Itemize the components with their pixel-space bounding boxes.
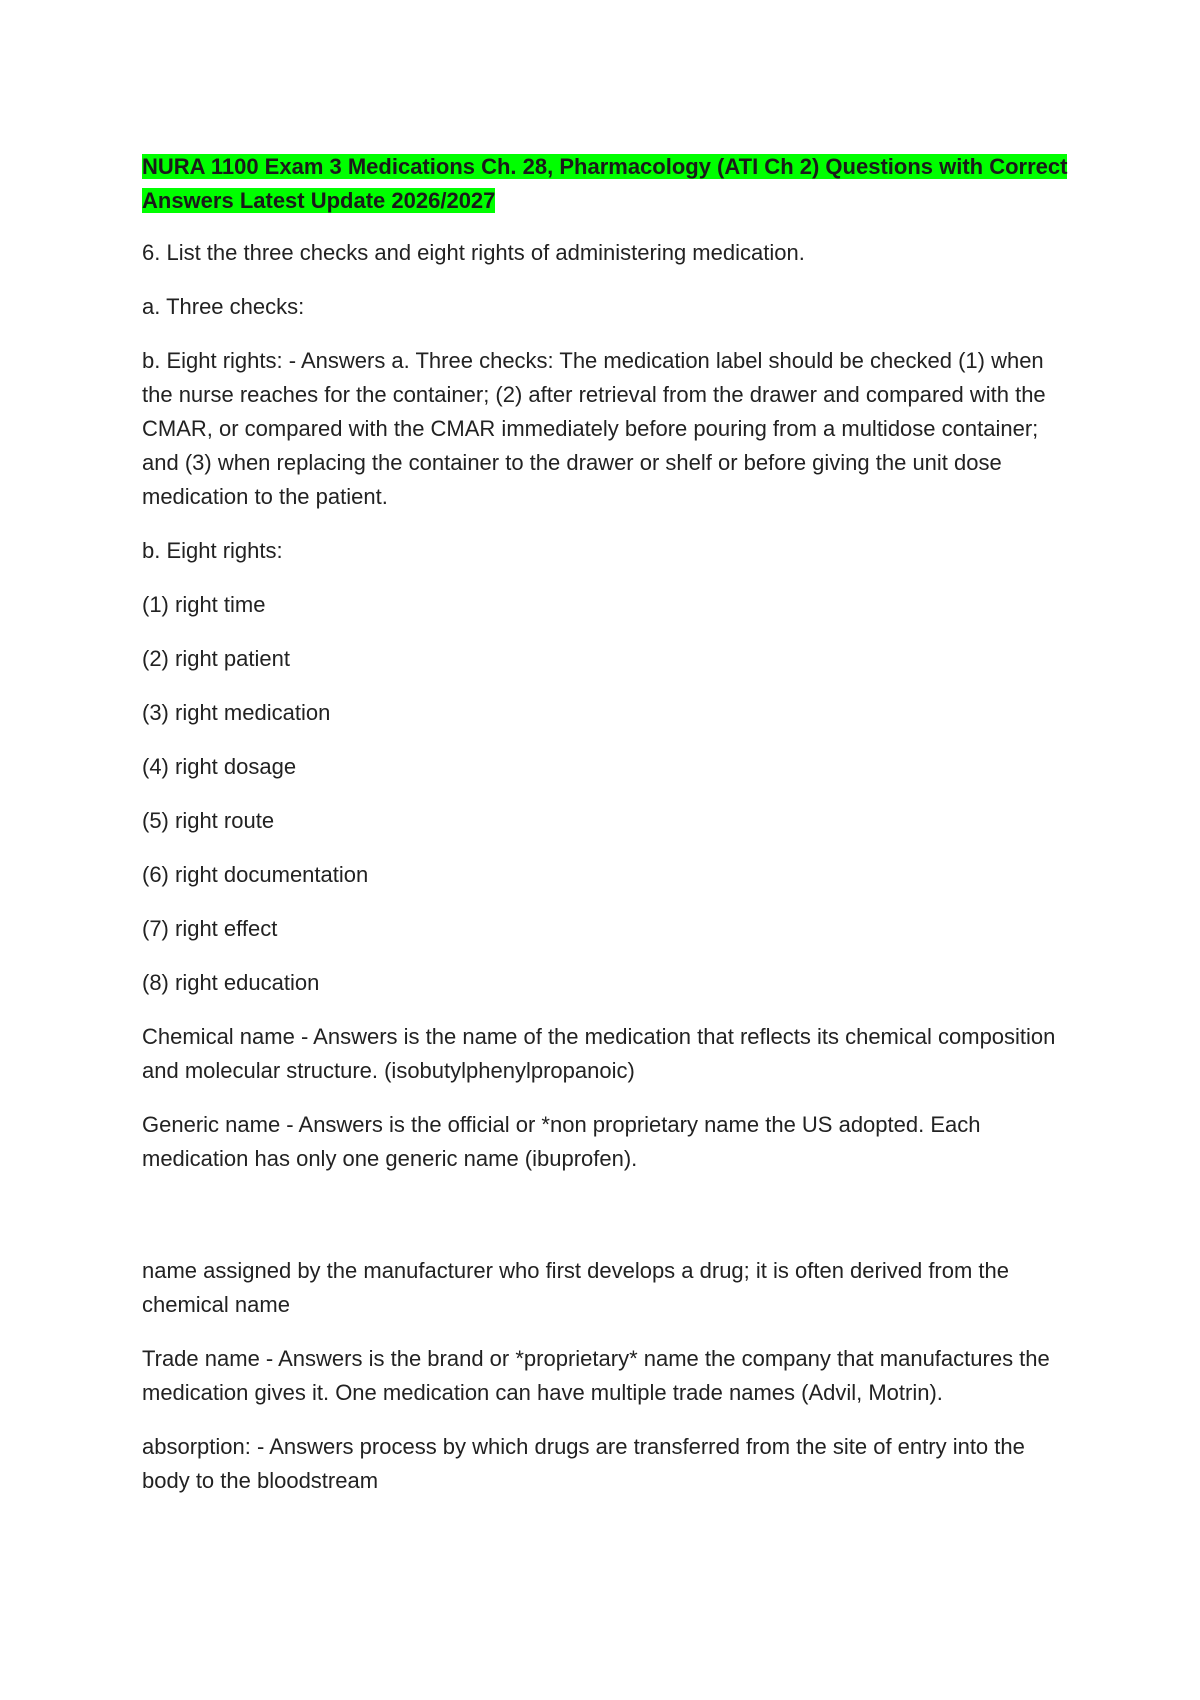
list-item: (4) right dosage — [142, 754, 297, 779]
generic-name-definition: Generic name - Answers is the official or *non proprietary name the US adopted. Each medication has only one generic name (ibuprofen). — [142, 1112, 981, 1171]
document-body — [142, 150, 1072, 1518]
question-text: 6. List the three checks and eight rights of administering medication. — [142, 240, 805, 265]
manufacturer-name-definition: name assigned by the manufacturer who first develops a drug; it is often derived from the chemical name — [142, 1258, 1010, 1317]
part-b-label: b. Eight rights: — [142, 538, 283, 563]
list-item: (8) right education — [142, 970, 320, 995]
trade-name-definition: Trade name - Answers is the brand or *proprietary* name the company that manufactures the medication gives it. One medication can have multiple trade names (Advil, Motrin). — [142, 1346, 1050, 1405]
absorption-definition: absorption: - Answers process by which drugs are transferred from the site of entry into the body to the bloodstream — [142, 1434, 1025, 1493]
list-item: (7) right effect — [142, 916, 278, 941]
highlighted-title-text: NURA 1100 Exam 3 Medications Ch. 28, Pharmacology (ATI Ch 2) Questions with Correct Answers Latest Update 2026/2027 — [142, 154, 1068, 213]
list-item: (6) right documentation — [142, 862, 369, 887]
blank-gap — [142, 1196, 1072, 1254]
list-item: (5) right route — [142, 808, 275, 833]
document-title — [142, 150, 1072, 218]
chemical-name-definition: Chemical name - Answers is the name of the medication that reflects its chemical composition and molecular structure. (isobutylphenylpropanoic) — [142, 1024, 1056, 1083]
list-item: (2) right patient — [142, 646, 290, 671]
list-item: (1) right time — [142, 592, 266, 617]
list-item: (3) right medication — [142, 700, 331, 725]
answer-paragraph: b. Eight rights: - Answers a. Three checks: The medication label should be checked (1) when the nurse reaches for the container; (2) after retrieval from the drawer and compared with the CMAR, or compared with the CMAR immediately before pouring from a multidose container; and (3) when replacing the container to the drawer or shelf or before giving the unit dose medication to the patient. — [142, 348, 1046, 509]
part-a-label: a. Three checks: — [142, 294, 305, 319]
